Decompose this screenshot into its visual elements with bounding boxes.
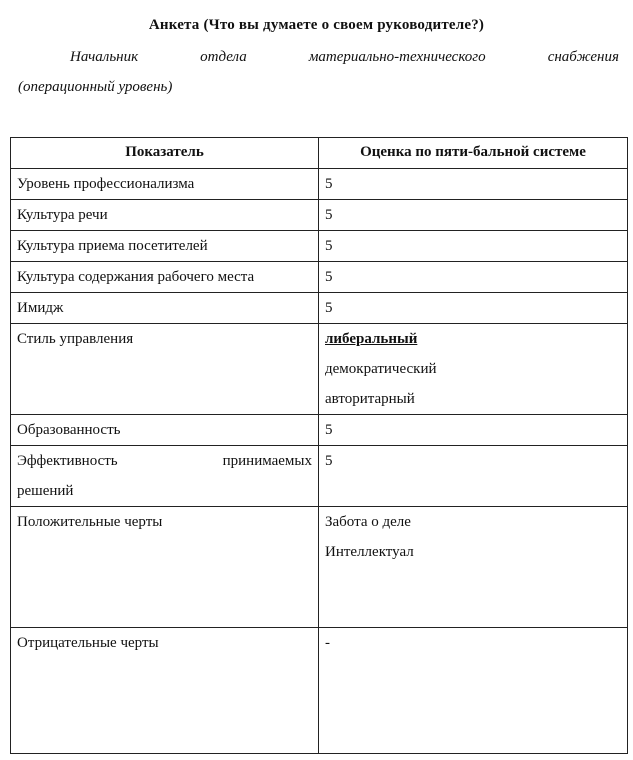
indicator-cell: Культура речи (11, 200, 319, 231)
table-row (11, 231, 628, 262)
table-row (11, 293, 628, 324)
subtitle-word: отдела (200, 49, 247, 65)
score-cell: 5 (319, 169, 628, 200)
score-cell: 5 (319, 293, 628, 324)
score-cell: - (319, 628, 628, 754)
style-option: авторитарный (325, 391, 415, 407)
table-row (11, 324, 628, 415)
table-row (11, 628, 628, 754)
subtitle-word: снабжения (547, 49, 619, 65)
evaluation-table (10, 137, 628, 754)
column-header-indicator: Показатель (11, 138, 319, 169)
indicator-cell: Отрицательные черты (11, 628, 319, 754)
table-row (11, 507, 628, 628)
indicator-word: Эффективность (17, 453, 118, 469)
subtitle-word: Начальник (70, 49, 139, 65)
score-cell: 5 (319, 415, 628, 446)
indicator-cell: Культура содержания рабочего места (11, 262, 319, 293)
indicator-cell: Культура приема посетителей (11, 231, 319, 262)
style-option-selected: либеральный (325, 331, 418, 347)
indicator-line: решений (17, 483, 74, 499)
indicator-cell: Стиль управления (11, 324, 319, 415)
indicator-cell (11, 446, 319, 507)
subtitle-position (70, 49, 619, 66)
survey-title: Анкета (Что вы думаете о своем руководителе?) (148, 17, 485, 33)
trait-item: Интеллектуал (325, 544, 414, 560)
table-row (11, 262, 628, 293)
indicator-cell: Уровень профессионализма (11, 169, 319, 200)
score-cell: 5 (319, 231, 628, 262)
table-row (11, 169, 628, 200)
trait-item: Забота о деле (325, 514, 411, 530)
table-header-row (11, 138, 628, 169)
table-row (11, 446, 628, 507)
score-cell: 5 (319, 446, 628, 507)
indicator-word: принимаемых (222, 453, 312, 469)
style-options-cell (319, 324, 628, 415)
indicator-line (17, 446, 312, 476)
table-row (11, 415, 628, 446)
style-option: демократический (325, 361, 437, 377)
traits-cell (319, 507, 628, 628)
table-row (11, 200, 628, 231)
subtitle-word: материально-технического (308, 49, 486, 65)
score-cell: 5 (319, 262, 628, 293)
subtitle-level: (операционный уровень) (18, 79, 173, 95)
indicator-cell: Образованность (11, 415, 319, 446)
indicator-cell: Имидж (11, 293, 319, 324)
score-cell: 5 (319, 200, 628, 231)
indicator-cell: Положительные черты (11, 507, 319, 628)
column-header-score: Оценка по пяти-бальной системе (319, 138, 628, 169)
